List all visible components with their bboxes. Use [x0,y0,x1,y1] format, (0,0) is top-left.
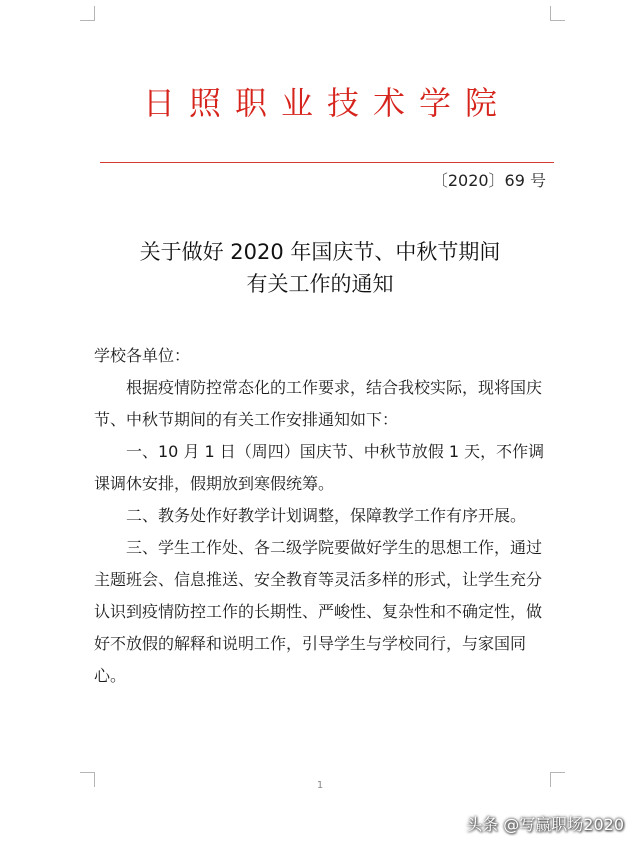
notice-title [0,236,640,300]
watermark: 头条 @写赢职场2020 [466,815,624,834]
notice-title-line-1: 关于做好 2020 年国庆节、中秋节期间 [139,240,501,264]
paragraph-item-3: 三、学生工作处、各二级学院要做好学生的思想工作，通过主题班会、信息推送、安全教育等灵活多样的形式，让学生充分认识到疫情防控工作的长期性、严峻性、复杂性和不确定性，做好不放假的解释和说明工作，引导学生与学校同行，与家国同心。 [94,538,543,685]
crop-mark-top-right [550,6,565,21]
institution-header: 日照职业技术学院 [142,84,511,122]
notice-body [94,340,554,692]
header-red-rule [100,162,554,163]
paragraph-intro: 根据疫情防控常态化的工作要求，结合我校实际，现将国庆节、中秋节期间的有关工作安排通知如下： [94,378,543,429]
notice-title-line-2: 有关工作的通知 [246,272,394,296]
crop-mark-top-left [80,6,95,21]
paragraph-item-1: 一、10 月 1 日（周四）国庆节、中秋节放假 1 天，不作调课调休安排，假期放到寒假统筹。 [94,442,545,493]
paragraph-item-2: 二、教务处作好教学计划调整，保障教学工作有序开展。 [126,506,527,525]
salutation: 学校各单位： [94,346,191,365]
page-number: 1 [316,780,324,791]
document-number: 〔2020〕69 号 [431,171,546,190]
